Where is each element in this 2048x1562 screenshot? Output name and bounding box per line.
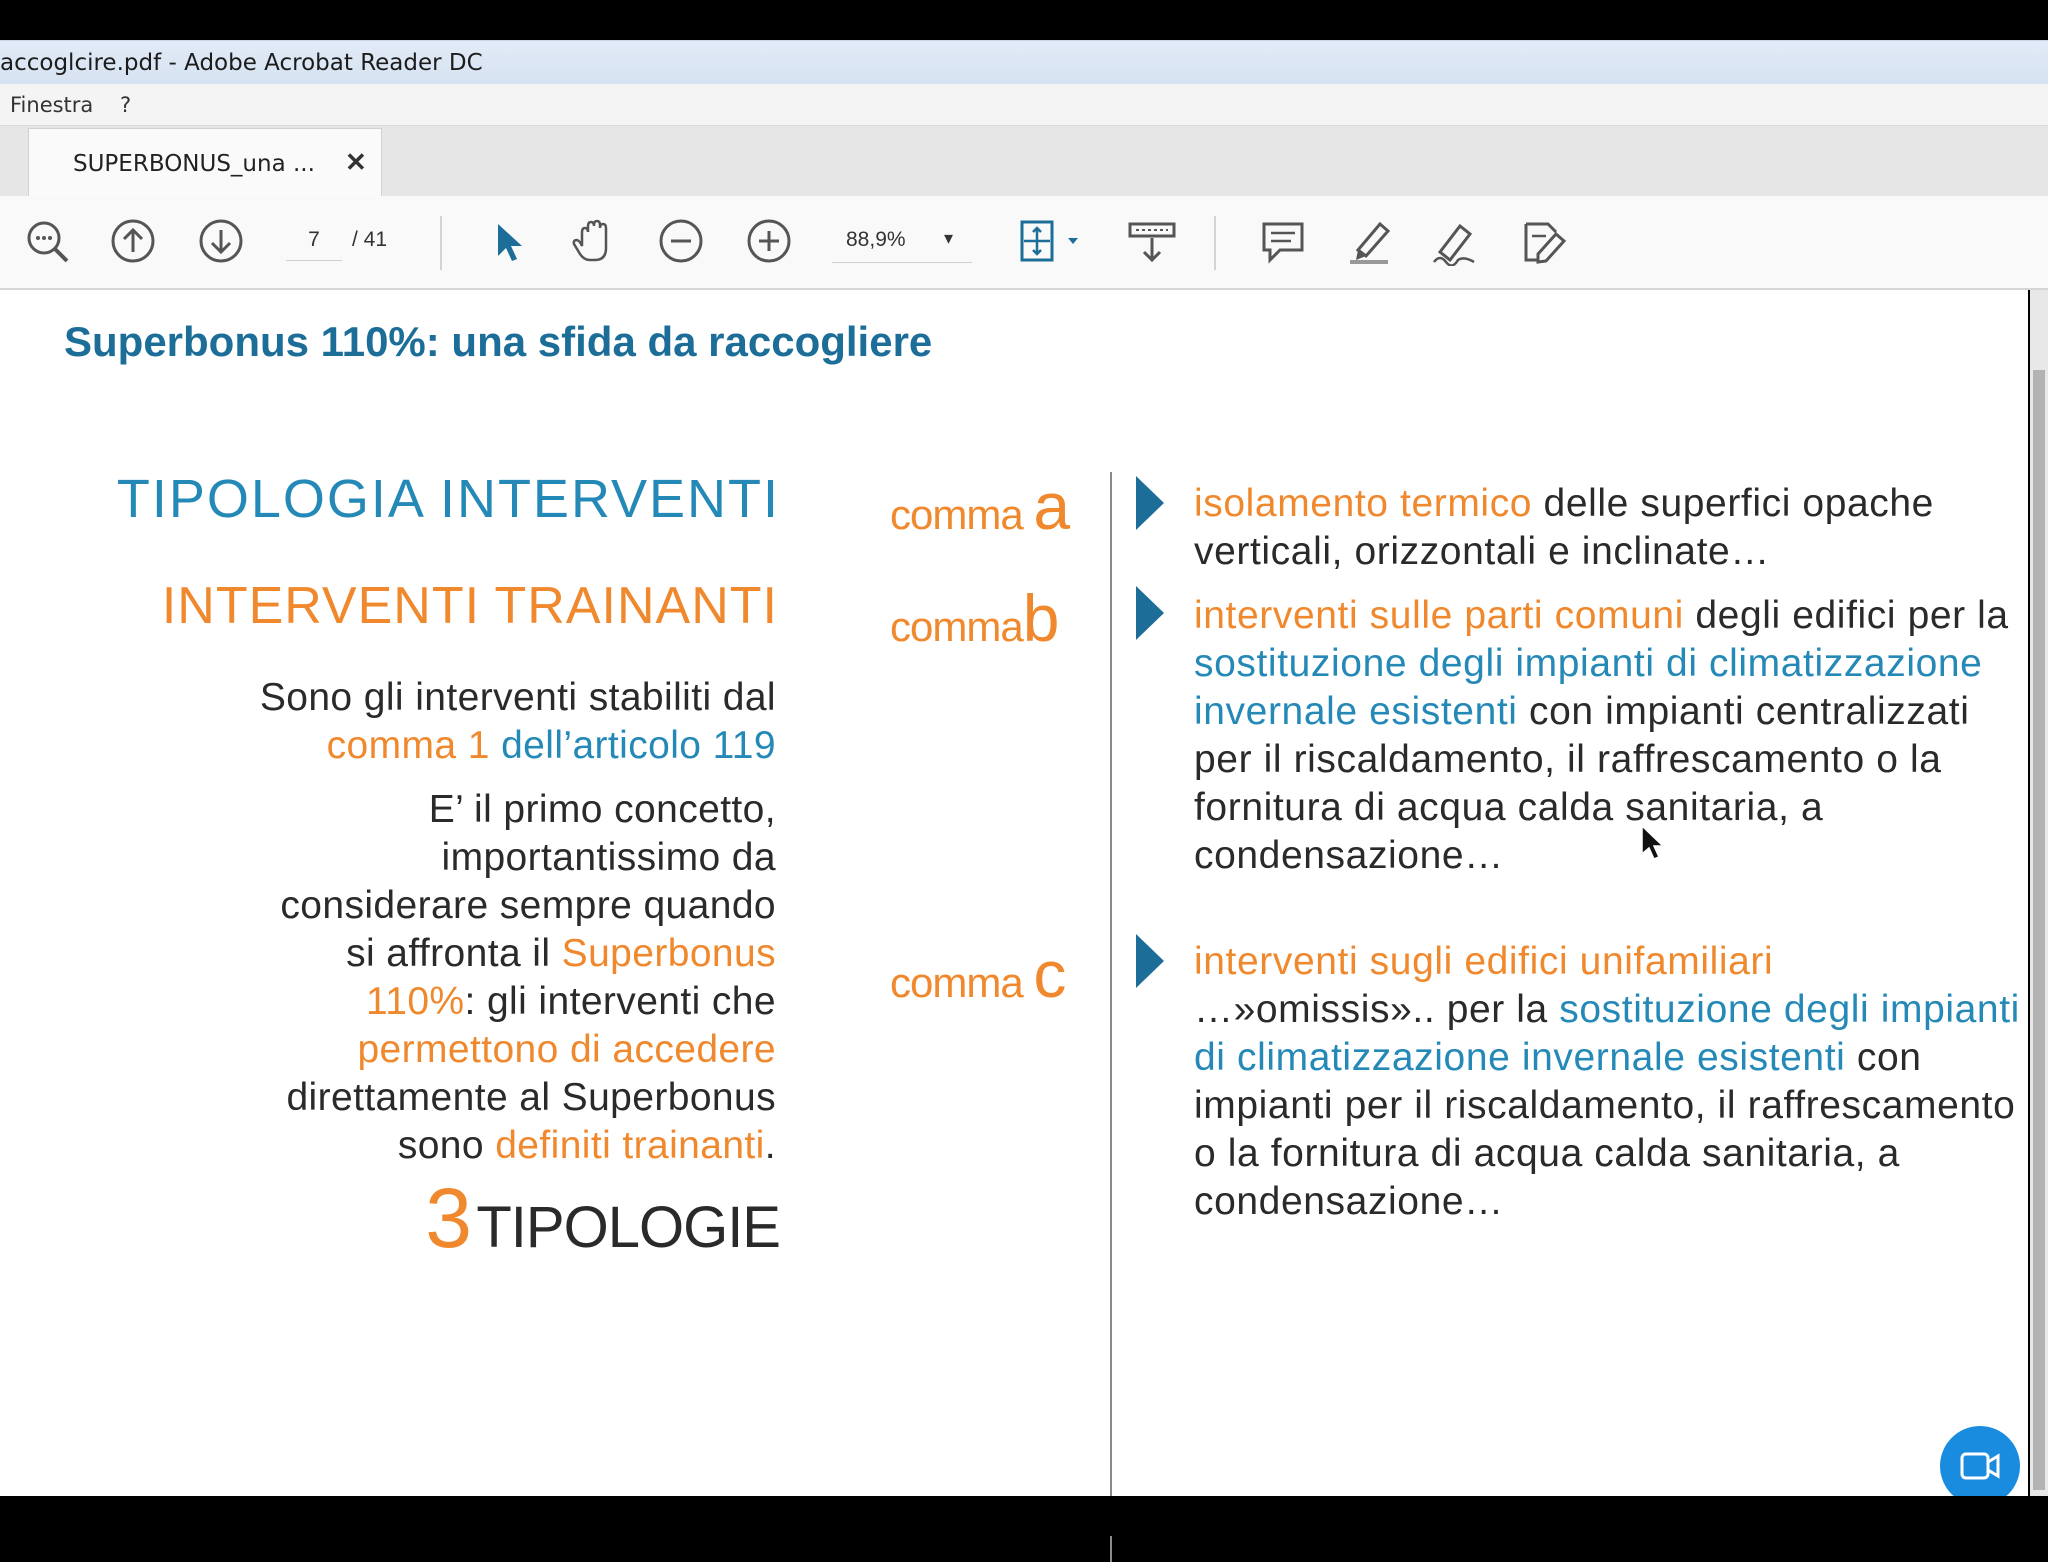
text-line: Sono gli interventi stabiliti dal <box>259 676 776 719</box>
select-cursor-icon[interactable] <box>484 216 534 266</box>
slide-title: Superbonus 110%: una sfida da raccogliere <box>64 318 933 365</box>
fit-page-icon[interactable] <box>1016 216 1086 266</box>
document-tab-label: SUPERBONUS_una ... <box>73 151 315 177</box>
prev-page-icon[interactable] <box>108 216 158 266</box>
paragraph-definition <box>260 674 776 770</box>
comma-c-label: comma c <box>890 937 1067 1011</box>
bullet-arrow-icon <box>1136 476 1164 530</box>
divider-line <box>1110 472 1112 1562</box>
text-line: permettono di accedere <box>357 1028 776 1071</box>
text-line: E’ il primo concetto, <box>428 788 776 831</box>
video-camera-icon <box>1960 1450 2000 1482</box>
menu-bar <box>0 84 2048 126</box>
window-titlebar <box>0 40 2048 85</box>
vertical-scrollbar[interactable] <box>2030 290 2048 1496</box>
tipologie-number: 3 <box>425 1171 472 1265</box>
highlight-icon[interactable] <box>1344 216 1394 266</box>
toolbar <box>0 196 2048 290</box>
tipologie-count <box>425 1170 780 1267</box>
fill-sign-icon[interactable] <box>1518 216 1568 266</box>
text-line: direttamente al Superbonus <box>286 1076 776 1119</box>
mouse-cursor-icon <box>1640 824 1666 867</box>
comment-icon[interactable] <box>1258 216 1308 266</box>
scroll-mode-icon[interactable] <box>1126 216 1180 266</box>
video-camera-button[interactable] <box>1940 1426 2020 1506</box>
scrollbar-thumb[interactable] <box>2033 370 2045 1490</box>
hand-tool-icon[interactable] <box>568 216 618 266</box>
menu-help[interactable]: ? <box>120 93 132 117</box>
sign-icon[interactable] <box>1430 216 1480 266</box>
find-zoom-icon[interactable] <box>22 216 72 266</box>
bullet-arrow-icon <box>1136 586 1164 640</box>
heading-interventi-trainanti: INTERVENTI TRAINANTI <box>161 577 778 635</box>
window-title: accoglcire.pdf - Adobe Acrobat Reader DC <box>0 50 483 76</box>
item-comma-a: isolamento termico delle superfici opache verticali, orizzontali e inclinate… <box>1194 482 1934 573</box>
text-line: sono definiti trainanti. <box>397 1124 776 1167</box>
bullet-arrow-icon <box>1136 934 1164 988</box>
text-line: comma 1 dell’articolo 119 <box>326 724 776 767</box>
zoom-in-icon[interactable] <box>744 216 794 266</box>
bottom-black-bar <box>0 1496 2048 1536</box>
document-page[interactable] <box>0 290 2028 1496</box>
comma-a-label: comma a <box>890 469 1071 543</box>
menu-finestra[interactable]: Finestra <box>10 93 94 117</box>
page-total: / 41 <box>352 228 388 251</box>
next-page-icon[interactable] <box>196 216 246 266</box>
chevron-down-icon: ▾ <box>944 228 954 248</box>
tab-bar <box>0 126 2048 196</box>
item-comma-c: interventi sugli edifici unifamiliari …»omissis».. per la sostituzione degli impianti di climatizzazione invernale esistenti con impianti per il riscaldamento, il raffrescamento o la fornitura di acqua calda sanitaria, a condensazione… <box>1194 940 2020 1223</box>
text-line: considerare sempre quando <box>280 884 776 927</box>
tipologie-word: TIPOLOGIE <box>476 1195 780 1260</box>
text-line: importantissimo da <box>441 836 776 879</box>
toolbar-separator <box>440 216 442 270</box>
comma-b-label: commab <box>890 581 1060 655</box>
close-tab-icon[interactable]: ✕ <box>345 147 367 177</box>
page-number-input[interactable] <box>286 220 342 261</box>
zoom-dropdown[interactable] <box>832 220 972 263</box>
text-line: si affronta il Superbonus <box>346 932 776 975</box>
toolbar-separator <box>1214 216 1216 270</box>
paragraph-concept <box>280 786 776 1170</box>
heading-tipologia-interventi: TIPOLOGIA INTERVENTI <box>116 469 780 529</box>
document-tab[interactable] <box>28 128 382 197</box>
zoom-out-icon[interactable] <box>656 216 706 266</box>
text-line: 110%: gli interventi che <box>366 980 776 1023</box>
item-comma-b: interventi sulle parti comuni degli edifici per la sostituzione degli impianti di climatizzazione invernale esistenti con impianti centralizzati per il riscaldamento, il raffrescamento o la fornitura di acqua calda sanitaria, a condensazione… <box>1194 594 2009 877</box>
page-number-value: 7 <box>308 228 320 251</box>
zoom-value: 88,9% <box>846 228 906 251</box>
